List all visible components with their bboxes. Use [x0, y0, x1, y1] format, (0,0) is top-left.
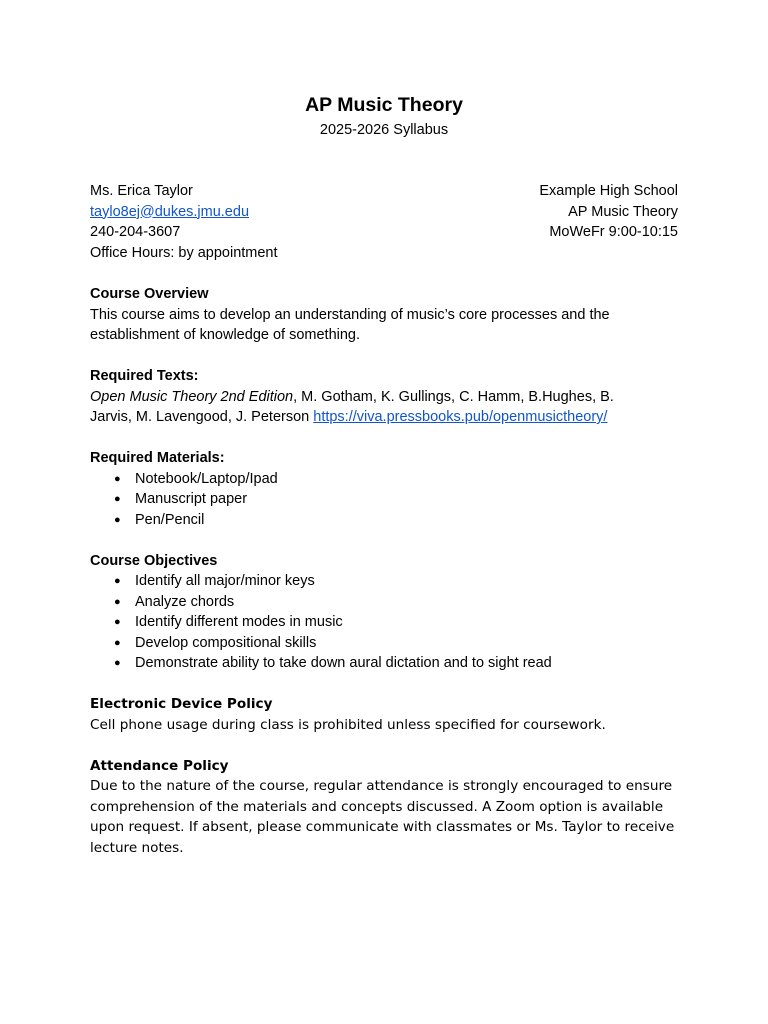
instructor-phone: 240-204-3607 [90, 224, 181, 240]
instructor-info [90, 181, 278, 263]
bullet-icon: ● [114, 595, 121, 608]
list-item: ● Identify different modes in music [90, 612, 680, 633]
bullet-icon: ● [114, 493, 121, 505]
course-objectives-list [90, 571, 680, 674]
bullet-icon: ● [114, 657, 121, 669]
list-item: ● Notebook/Laptop/Ipad [90, 469, 680, 490]
office-hours: Office Hours: by appointment [90, 244, 278, 261]
document-title: AP Music Theory [305, 94, 463, 116]
book-authors-line2: Jarvis, M. Lavengood, J. Peterson [90, 409, 314, 425]
bullet-icon: ● [114, 636, 121, 649]
required-materials-section [90, 448, 680, 530]
electronic-device-policy-heading: Electronic Device Policy [90, 696, 273, 712]
bullet-icon: ● [114, 472, 121, 485]
required-materials-heading: Required Materials: [90, 450, 225, 466]
required-materials-list [90, 469, 680, 531]
course-info [539, 181, 678, 243]
course-name: AP Music Theory [568, 203, 678, 220]
syllabus-body [90, 284, 680, 879]
attendance-policy-heading: Attendance Policy [90, 757, 229, 774]
list-item: ● Demonstrate ability to take down aural dictation and to sight read [90, 653, 680, 674]
electronic-device-policy-section [90, 694, 680, 735]
list-item: ● Pen/Pencil [90, 510, 680, 531]
required-texts-citation [90, 387, 680, 428]
course-schedule: MoWeFr 9:00-10:15 [549, 224, 678, 240]
list-item: ● Develop compositional skills [90, 633, 680, 654]
bullet-icon: ● [114, 513, 121, 526]
document-subtitle: 2025-2026 Syllabus [319, 122, 449, 138]
list-item: ● Manuscript paper [90, 489, 680, 510]
course-overview-text: This course aims to develop an understanding of music’s core processes and the establishment of knowledge of something. [90, 306, 610, 343]
course-overview-heading: Course Overview [90, 286, 209, 302]
school-name: Example High School [539, 183, 678, 199]
list-item: ● Analyze chords [90, 592, 680, 613]
list-item: ● Identify all major/minor keys [90, 571, 680, 592]
book-authors-line1: , M. Gotham, K. Gullings, C. Hamm, B.Hughes, B. [293, 388, 614, 405]
attendance-policy-text: Due to the nature of the course, regular attendance is strongly encouraged to ensure comprehension of the materials and concepts discussed. A Zoom option is available upon request. If absent, please communicate with classmates or Ms. Taylor to receive lecture notes. [90, 778, 675, 857]
electronic-device-policy-text: Cell phone usage during class is prohibited unless specified for coursework. [90, 716, 606, 733]
bullet-icon: ● [114, 616, 121, 628]
course-overview-section [90, 284, 680, 346]
required-texts-heading: Required Texts: [90, 368, 199, 384]
attendance-policy-section [90, 756, 680, 859]
course-objectives-section [90, 551, 680, 674]
required-texts-section [90, 366, 680, 428]
instructor-email-link[interactable]: taylo8ej@dukes.jmu.edu [90, 203, 250, 220]
bullet-icon: ● [114, 575, 121, 587]
book-title: Open Music Theory 2nd Edition [90, 388, 294, 405]
course-objectives-heading: Course Objectives [90, 552, 218, 569]
instructor-name: Ms. Erica Taylor [90, 183, 193, 199]
book-url-link[interactable]: https://viva.pressbooks.pub/openmusictheory/ [313, 409, 608, 425]
